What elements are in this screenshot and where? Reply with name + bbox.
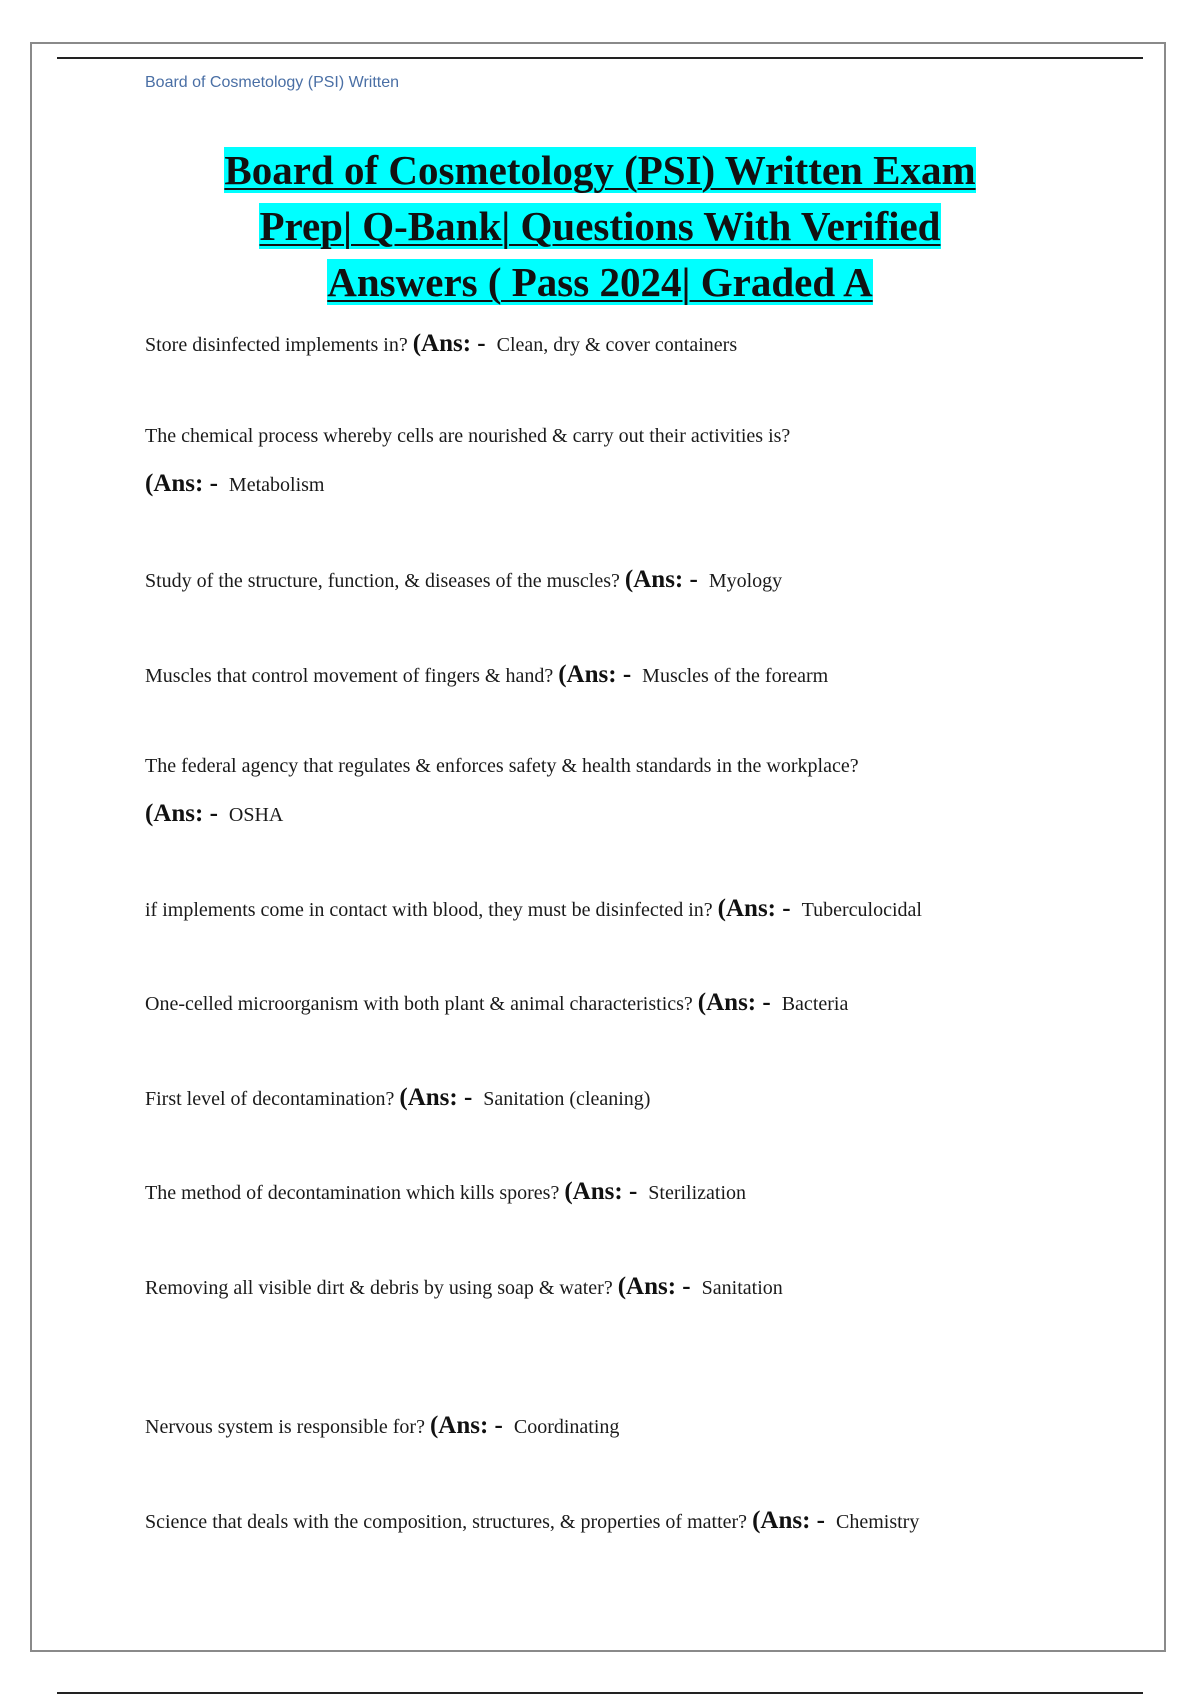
- answer-text: Sanitation (cleaning): [483, 1088, 651, 1110]
- answer-text: Metabolism: [228, 474, 325, 496]
- question-text: One-celled microorganism with both plant & animal characteristics?: [145, 993, 693, 1015]
- title-line-2: Prep| Q-Bank| Questions With Verified: [259, 203, 941, 249]
- answer-label: (Ans: -: [429, 1412, 503, 1439]
- answer-label: (Ans: -: [399, 1084, 473, 1111]
- answer-label: (Ans: -: [558, 661, 632, 688]
- answer-label: (Ans: -: [564, 1178, 638, 1205]
- answer-text: Chemistry: [835, 1511, 920, 1533]
- qa-item: [145, 661, 1045, 690]
- answer-text: OSHA: [228, 804, 284, 826]
- answer-text: Coordinating: [513, 1416, 620, 1438]
- answer-label: (Ans: -: [752, 1507, 825, 1534]
- question-text: Removing all visible dirt & debris by using soap & water?: [145, 1277, 613, 1299]
- question-text: Nervous system is responsible for?: [145, 1416, 425, 1438]
- qa-item: [145, 330, 1045, 359]
- footer-rule: [57, 1692, 1143, 1694]
- answer-label: (Ans: -: [145, 470, 218, 497]
- question-text: Store disinfected implements in?: [145, 334, 408, 356]
- qa-item: [145, 1178, 1045, 1207]
- qa-item: [145, 1273, 1045, 1302]
- answer-text: Muscles of the forearm: [642, 665, 829, 687]
- question-text: The method of decontamination which kills spores?: [145, 1182, 560, 1204]
- answer-label: (Ans: -: [412, 330, 486, 357]
- header-rule: [57, 57, 1143, 59]
- qa-item: [145, 989, 1045, 1018]
- qa-item: [145, 752, 1045, 829]
- answer-label: (Ans: -: [697, 989, 771, 1016]
- question-text: The chemical process whereby cells are nourished & carry out their activities is?: [145, 425, 791, 447]
- answer-label: (Ans: -: [624, 566, 698, 593]
- answer-text: Sanitation: [701, 1277, 783, 1299]
- question-text: The federal agency that regulates & enforces safety & health standards in the workplace?: [145, 755, 859, 777]
- qa-item: [145, 422, 1045, 499]
- question-text: Study of the structure, function, & diseases of the muscles?: [145, 570, 620, 592]
- qa-item: [145, 1084, 1045, 1113]
- answer-text: Myology: [708, 570, 783, 592]
- document-title: [140, 142, 1060, 310]
- qa-item: [145, 566, 1045, 595]
- answer-label: (Ans: -: [145, 800, 218, 827]
- answer-text: Tuberculocidal: [801, 899, 922, 921]
- qa-item: [145, 1507, 1065, 1536]
- qa-item: [145, 1412, 1045, 1441]
- answer-label: (Ans: -: [717, 895, 791, 922]
- answer-label: (Ans: -: [617, 1273, 691, 1300]
- question-text: First level of decontamination?: [145, 1088, 395, 1110]
- answer-text: Clean, dry & cover containers: [496, 334, 738, 356]
- title-line-3: Answers ( Pass 2024| Graded A: [327, 259, 873, 305]
- answer-text: Bacteria: [781, 993, 849, 1015]
- question-text: if implements come in contact with blood, they must be disinfected in?: [145, 899, 713, 921]
- running-header: Board of Cosmetology (PSI) Written: [145, 74, 400, 91]
- question-text: Muscles that control movement of fingers & hand?: [145, 665, 554, 687]
- question-text: Science that deals with the composition, structures, & properties of matter?: [145, 1511, 748, 1533]
- answer-text: Sterilization: [648, 1182, 747, 1204]
- title-line-1: Board of Cosmetology (PSI) Written Exam: [224, 147, 976, 193]
- qa-item: [145, 895, 1045, 924]
